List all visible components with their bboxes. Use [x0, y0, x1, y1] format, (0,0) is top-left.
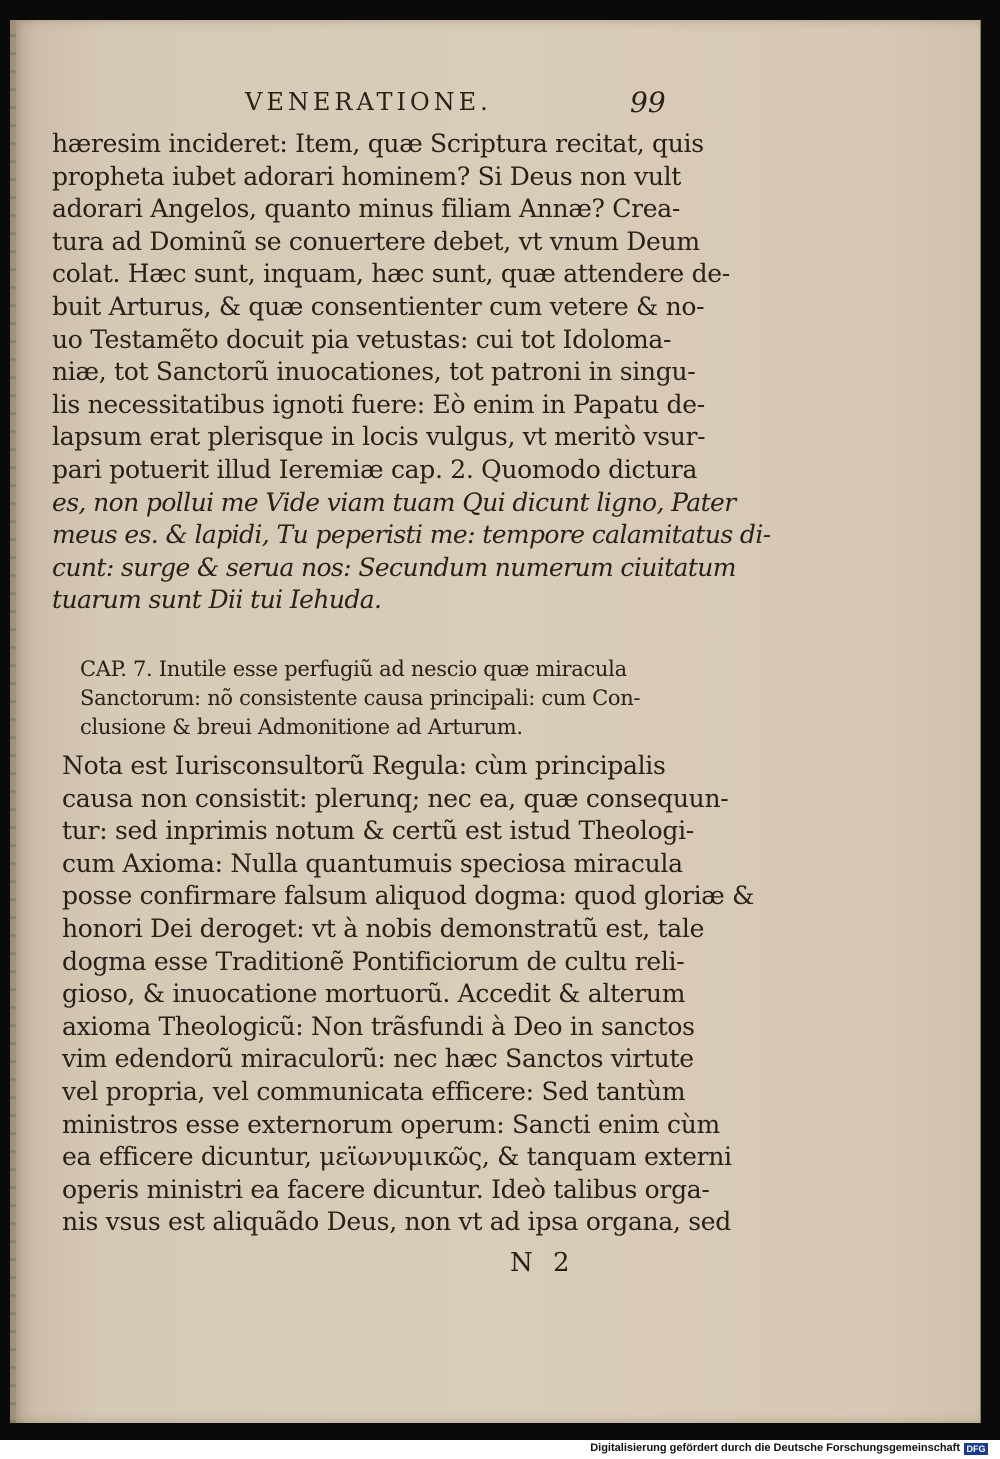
text-line: axioma Theologicũ: Non trãsfundi à Deo in sanctos — [62, 1011, 695, 1041]
text-line: lis necessitatibus ignoti fuere: Eò enim in Papatu de- — [52, 389, 705, 419]
running-head — [10, 86, 970, 126]
running-title: VENERATIONE. — [245, 88, 492, 116]
text-line: hæresim incideret: Item, quæ Scriptura recitat, quis — [52, 129, 704, 158]
body-text-bottom — [62, 750, 755, 1239]
text-line: niæ, tot Sanctorũ inuocationes, tot patroni in singu- — [52, 357, 696, 387]
text-line: clusione & breui Admonitione ad Arturum. — [80, 715, 523, 739]
text-line: Sanctorum: nõ consistente causa principali: cum Con- — [80, 686, 641, 710]
funding-credit: Digitalisierung gefördert durch die Deutsche Forschungsgemeinschaft — [590, 1442, 960, 1454]
text-line: operis ministri ea facere dicuntur. Ideò talibus orga- — [62, 1174, 710, 1204]
text-line: propheta iubet adorari hominem? Si Deus non vult — [52, 161, 682, 191]
text-line: tuarum sunt Dii tui Iehuda. — [52, 585, 382, 615]
text-line: adorari Angelos, quanto minus filiam Annæ? Crea- — [52, 194, 680, 224]
text-line: dogma esse Traditionẽ Pontificiorum de cultu reli- — [62, 946, 685, 976]
page-gutter — [10, 20, 16, 1423]
text-line: meus es. & lapidi, Tu peperisti me: tempore calamitatus di- — [52, 520, 771, 550]
text-line: uo Testamẽto docuit pia vetustas: cui tot Idoloma- — [52, 324, 672, 354]
body-text-top — [52, 128, 771, 617]
text-line: honori Dei deroget: vt à nobis demonstratũ est, tale — [62, 913, 705, 943]
signature-mark: N 2 — [510, 1248, 576, 1278]
book-page — [10, 20, 981, 1423]
text-line: buit Arturus, & quæ consentienter cum vetere & no- — [52, 291, 705, 321]
text-line: CAP. 7. Inutile esse perfugiũ ad nescio quæ miracula — [80, 657, 627, 681]
text-line: lapsum erat plerisque in locis vulgus, vt meritò vsur- — [52, 422, 706, 452]
text-line: posse confirmare falsum aliquod dogma: quod gloriæ & — [62, 881, 755, 911]
text-line: cunt: surge & serua nos: Secundum numerum ciuitatum — [52, 552, 736, 582]
text-line: pari potuerit illud Ieremiæ cap. 2. Quomodo dictura — [52, 454, 698, 484]
text-line: colat. Hæc sunt, inquam, hæc sunt, quæ attendere de- — [52, 259, 730, 289]
text-line: es, non pollui me Vide viam tuam Qui dicunt ligno, Pater — [52, 487, 736, 517]
text-line: vim edendorũ miraculorũ: nec hæc Sanctos virtute — [62, 1044, 694, 1074]
text-line: ministros esse externorum operum: Sancti enim cùm — [62, 1109, 720, 1139]
text-line: tura ad Dominũ se conuertere debet, vt vnum Deum — [52, 226, 700, 256]
text-line: gioso, & inuocatione mortuorũ. Accedit & alterum — [62, 979, 686, 1009]
chapter-heading — [80, 655, 680, 742]
text-line: nis vsus est aliquãdo Deus, non vt ad ipsa organa, sed — [62, 1207, 731, 1237]
text-line: ea efficere dicuntur, μεϊωνυμικῶς, & tanquam externi — [62, 1142, 732, 1172]
text-line: tur: sed inprimis notum & certũ est istud Theologi- — [62, 816, 694, 846]
page-number: 99 — [630, 86, 666, 119]
text-line: Nota est Iurisconsultorũ Regula: cùm principalis — [62, 751, 666, 780]
digitization-footer — [0, 1440, 1000, 1459]
dfg-logo-icon: DFG — [964, 1443, 988, 1455]
text-line: cum Axioma: Nulla quantumuis speciosa miracula — [62, 848, 683, 878]
text-line: vel propria, vel communicata efficere: Sed tantùm — [62, 1076, 686, 1106]
text-line: causa non consistit: plerunq; nec ea, quæ consequun- — [62, 783, 729, 813]
